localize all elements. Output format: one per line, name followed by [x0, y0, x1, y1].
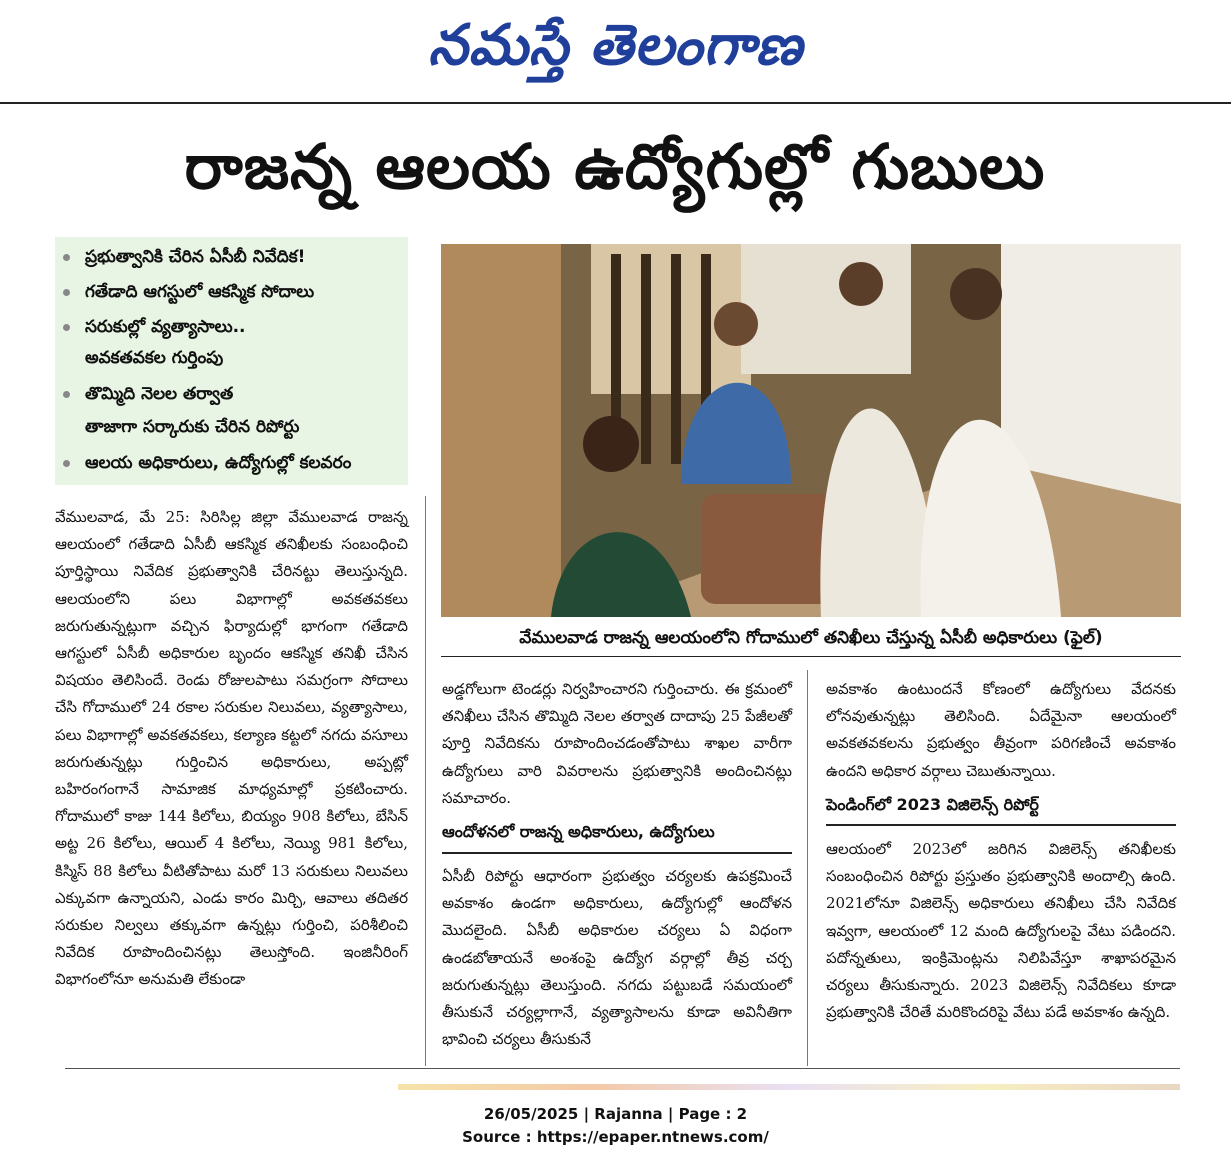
article-text: అడ్డగోలుగా టెండర్లు నిర్వహించారని గుర్తించారు. ఈ క్రమంలో తనిఖీలు చేసిన తొమ్మిది నెలల తర్వాత దాదాపు 25 పేజీలతో పూర్తి నివేదికను రూపొందించడంతోపాటు శాఖల వారీగా ఉద్యోగులు వారి వివరాలను ప్రభుత్వానికి అందించినట్లు సమాచారం.	[442, 680, 792, 807]
photo-caption: వేములవాడ రాజన్న ఆలయంలోని గోదాములో తనిఖీలు చేస్తున్న ఏసీబీ అధికారులు (ఫైల్)	[519, 628, 1103, 648]
highlight-text: సరుకుల్లో వ్యత్యాసాలు..	[85, 317, 246, 337]
article-text: వేములవాడ, మే 25: సిరిసిల్ల జిల్లా వేములవాడ రాజన్న ఆలయంలో గతేడాది ఏసీబీ ఆకస్మిక తనిఖీలకు సంబంధించి పూర్తిస్థాయి నివేదిక ప్రభుత్వానికి చేరినట్టు తెలుస్తున్నది. ఆలయంలోని పలు విభాగాల్లో అవకతవకలు జరుగుతున్నట్లుగా వచ్చిన ఫిర్యాదుల్లో భాగంగా గతేడాది ఆగస్టులో ఏసీబీ అధికారుల బృందం ఆకస్మిక తనిఖీ చేసిన విషయం తెలిసిందే. రెండు రోజులపాటు సమగ్రంగా సోదాలు చేసి గోదాములో 24 రకాల సరుకుల నిలువలు, వ్యత్యాసాలు, పలు విభాగాల్లో అవకతవకలు, కల్యాణ కట్టలో నగదు వసూలు జరుగుతున్నట్లు గుర్తించిన అధికారులు, అప్పట్లో బహిరంగంగానే సామాజిక మాధ్యమాల్లో ప్రకటించారు. గోదాములో కాజు 144 కిలోలు, బియ్యం 908 కిలోలు, బేసిన్ అట్ట 26 కిలోలు, ఆయిల్ 4 కిలోలు, నెయ్యి 981 కిలోలు, కిస్మిస్ 88 కిలోలు వీటితోపాటు మరో 13 సరుకులు నిలువలు ఎక్కువగా ఉన్నాయని, ఎండు కారం మిర్చి, ఆవాలు తదితర సరుకుల నిల్వలు తక్కువగా ఉన్నట్లు గుర్తించి, పరిశీలించి నివేదిక రూపొందించినట్లు తెలుస్తోంది. ఇంజినీరింగ్ విభాగంలోనూ అనుమతి లేకుండా	[55, 508, 408, 989]
highlight-item	[85, 317, 246, 341]
subheading-rule	[442, 852, 792, 854]
ad-strip	[398, 1084, 1180, 1090]
caption-rule	[441, 656, 1181, 657]
highlight-item	[85, 247, 305, 271]
highlight-text: గతేడాది ఆగస్టులో ఆకస్మిక సోదాలు	[85, 282, 315, 302]
article-text: ఏసీబీ రిపోర్టు ఆధారంగా ప్రభుత్వం చర్యలకు ఉపక్రమించే అవకాశం ఉండగా అధికారులు, ఉద్యోగుల్లో ఆందోళన మొదలైంది. ఏసీబీ అధికారుల చర్యలు ఏ విధంగా ఉండబోతాయనే అంశంపై ఉద్యోగ వర్గాల్లో తీవ్ర చర్చ జరుగుతున్నట్లు తెలుస్తుంది. నగదు పట్టుబడే సమయంలో తీసుకునే చర్యల్లాగానే, వ్యత్యాసాలను కూడా అవినీతిగా భావించి చర్యలు తీసుకునే	[442, 867, 792, 1049]
article-column-1	[55, 504, 408, 994]
top-rule	[0, 102, 1231, 104]
highlight-text: ఆలయ అధికారులు, ఉద్యోగుల్లో కలవరం	[85, 453, 352, 473]
bullet-icon	[63, 391, 70, 398]
footer-source-link[interactable]: Source : https://epaper.ntnews.com/	[462, 1128, 769, 1146]
highlight-item	[85, 453, 351, 477]
photo-illustration	[441, 244, 1181, 617]
highlight-item-continued	[85, 348, 223, 372]
subheading: పెండింగ్‌లో 2023 విజిలెన్స్ రిపోర్ట్	[826, 795, 1039, 814]
highlight-text: ప్రభుత్వానికి చేరిన ఏసీబీ నివేదిక!	[85, 247, 306, 267]
article-text: అవకాశం ఉంటుందనే కోణంలో ఉద్యోగులు వేదనకు లోనవుతున్నట్లు తెలిసింది. ఏదేమైనా ఆలయంలో అవకతవకలను ప్రభుత్వం తీవ్రంగా పరిగణించే అవకాశం ఉందని అధికార వర్గాలు చెబుతున్నాయి.	[826, 680, 1176, 780]
bullet-icon	[63, 254, 70, 261]
masthead	[0, 0, 1231, 100]
article-column-3b	[826, 836, 1176, 1026]
bullet-icon	[63, 289, 70, 296]
highlight-item	[85, 282, 314, 306]
highlight-text: తాజాగా సర్కారుకు చేరిన రిపోర్టు	[85, 417, 300, 437]
highlight-text: తొమ్మిది నెలల తర్వాత	[85, 384, 234, 404]
highlight-item-continued	[85, 417, 299, 441]
article-text: ఆలయంలో 2023లో జరిగిన విజిలెన్స్ తనిఖీలకు సంబంధించిన రిపోర్టు ప్రస్తుతం ప్రభుత్వానికి అందాల్సి ఉంది. 2021లోనూ విజిలెన్స్ అధికారులు తనిఖీలు చేసి నివేదిక ఇవ్వగా, ఆలయంలో 12 మంది ఉద్యోగులపై వేటు పడిందని. పదోన్నతులు, ఇంక్రిమెంట్లను నిలిపివేస్తూ శాఖాపరమైన చర్యలు తీసుకున్నారు. 2023 విజిలెన్స్ నివేదికలు కూడా ప్రభుత్వానికి చేరితే మరికొందరిపై వేటు పడే అవకాశం ఉన్నది.	[826, 840, 1176, 1022]
bullet-icon	[63, 324, 70, 331]
footer-edition: 26/05/2025 | Rajanna | Page : 2	[483, 1105, 748, 1123]
highlights-box	[55, 237, 408, 485]
bottom-rule	[65, 1068, 1180, 1069]
highlight-text: అవకతవకల గుర్తింపు	[85, 348, 224, 368]
subheading-rule	[826, 824, 1176, 826]
column-divider	[807, 670, 808, 1066]
news-photo	[441, 244, 1181, 617]
article-column-2a	[442, 676, 792, 812]
article-column-2b	[442, 863, 792, 1053]
masthead-title: నమస్తే తెలంగాణ	[428, 12, 803, 78]
highlight-item	[85, 384, 233, 408]
subheading: ఆందోళనలో రాజన్న అధికారులు, ఉద్యోగులు	[442, 822, 715, 841]
article-column-3a	[826, 676, 1176, 785]
column-divider	[425, 496, 426, 1066]
headline: రాజన్న ఆలయ ఉద్యోగుల్లో గుబులు	[184, 130, 1046, 203]
bullet-icon	[63, 460, 70, 467]
